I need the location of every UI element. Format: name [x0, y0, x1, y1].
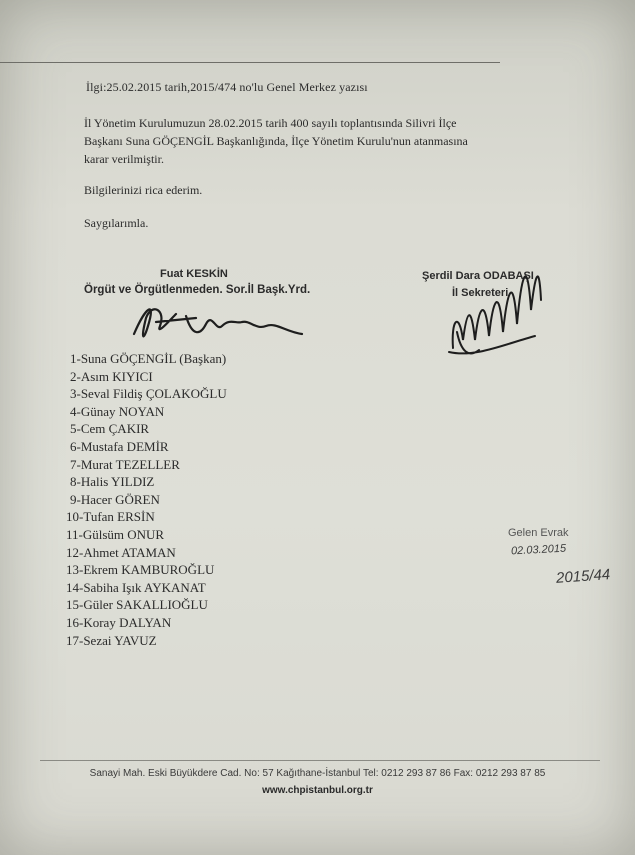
- received-stamp-date: 02.03.2015: [510, 542, 567, 558]
- header-rule: [0, 62, 500, 63]
- footer-rule: [40, 760, 600, 761]
- list-item: 12-Ahmet ATAMAN: [66, 544, 176, 560]
- right-signatory-name: Şerdil Dara ODABAŞI: [422, 270, 534, 282]
- list-item: 8-Halis YILDIZ: [70, 474, 155, 490]
- received-stamp-label: Gelen Evrak: [508, 527, 569, 539]
- body-line: Başkanı Suna GÖÇENGİL Başkanlığında, İlçe Yönetim Kurulu'nun atanmasına: [84, 134, 468, 148]
- received-stamp-number: 2015/44: [555, 566, 611, 587]
- list-item: 5-Cem ÇAKIR: [70, 421, 150, 437]
- list-item: 14-Sabiha Işık AYKANAT: [66, 579, 206, 595]
- closing: Saygılarımla.: [84, 216, 149, 230]
- right-signature-icon: [445, 240, 555, 370]
- right-signatory-title: İl Sekreteri: [452, 287, 509, 299]
- info-request: Bilgilerinizi rica ederim.: [84, 183, 203, 197]
- list-item: 3-Seval Fildiş ÇOLAKOĞLU: [70, 386, 227, 402]
- list-item: 13-Ekrem KAMBUROĞLU: [66, 562, 215, 578]
- list-item: 4-Günay NOYAN: [70, 403, 165, 419]
- list-item: 11-Gülsüm ONUR: [66, 526, 165, 542]
- body-line: İl Yönetim Kurulumuzun 28.02.2015 tarih 400 sayılı toplantısında Silivri İlçe: [84, 116, 457, 130]
- body-paragraph: [84, 114, 604, 168]
- list-item: 15-Güler SAKALLIOĞLU: [66, 597, 208, 613]
- member-list: [66, 350, 227, 649]
- list-item: 7-Murat TEZELLER: [70, 456, 180, 472]
- body-line: karar verilmiştir.: [84, 152, 164, 166]
- list-item: 1-Suna GÖÇENGİL (Başkan): [70, 351, 227, 366]
- list-item: 17-Sezai YAVUZ: [66, 632, 157, 648]
- left-signatory-name: Fuat KESKİN: [160, 268, 228, 280]
- footer-website: www.chpistanbul.org.tr: [262, 785, 373, 796]
- left-signature-icon: [126, 296, 316, 350]
- list-item: 2-Asım KIYICI: [70, 368, 153, 384]
- footer-address: Sanayi Mah. Eski Büyükdere Cad. No: 57 Kağıthane-İstanbul Tel: 0212 293 87 86 Fax: 0212 293 87 85: [89, 768, 546, 779]
- left-signatory-title: Örgüt ve Örgütlenmeden. Sor.İl Başk.Yrd.: [84, 284, 311, 296]
- reference-line: İlgi:25.02.2015 tarih,2015/474 no'lu Genel Merkez yazısı: [86, 80, 368, 94]
- list-item: 16-Koray DALYAN: [66, 614, 172, 630]
- list-item: 6-Mustafa DEMİR: [70, 438, 169, 454]
- list-item: 9-Hacer GÖREN: [70, 491, 160, 507]
- list-item: 10-Tufan ERSİN: [66, 509, 155, 525]
